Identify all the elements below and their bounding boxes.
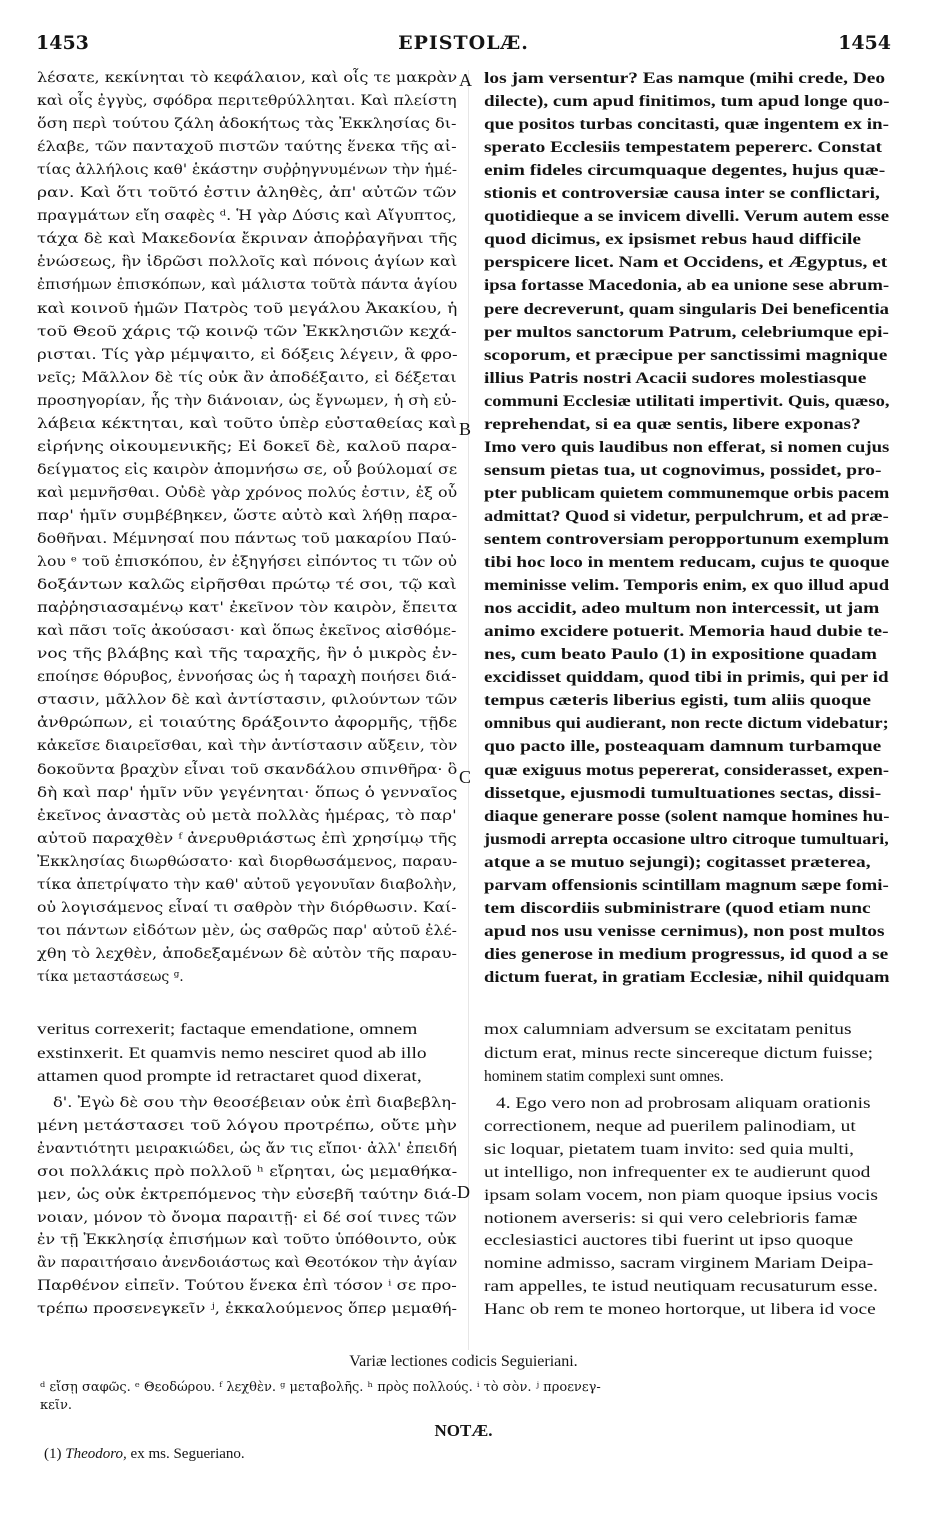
latin-line: diaque generare posse (solent namque homines hu- (484, 807, 890, 825)
margin-marker-c: C (459, 767, 472, 787)
greek-line: ὅση περὶ τούτου ζάλη ἀδοκήτως τὰς Ἐκκλησίας δι- (37, 116, 457, 133)
latin-line: tem discordiis subministrare (quod etiam nunc (484, 899, 871, 917)
latin-line: ipsa fortasse Macedonia, ab ea unione sese abrum- (484, 277, 890, 295)
greek-line-2: ἂν παραιτήσαιο ἀνενδοιάστως καὶ Θεοτόκον τὴν ἁγίαν (37, 1255, 458, 1272)
latin-line: sentem controversiam peropportunum exemplum (484, 531, 889, 548)
full-line-left: exstinxerit. Et quamvis nemo nesciret quod ab illo (37, 1044, 427, 1062)
full-line-left: veritus correxerit; factaque emendatione, omnem (37, 1021, 418, 1038)
greek-line-2: δ'. Ἐγὼ δὲ σου τὴν θεοσέβειαν οὐκ ἐπὶ διαβεβλη- (53, 1095, 457, 1111)
variae-line-2: κεῖν. (40, 1398, 72, 1413)
greek-line: εποίησε θόρυβος, ἐννοήσας ὡς ἡ ταραχὴ ποιήσει διά- (37, 669, 457, 686)
latin-line: dictum fuerat, in gratiam Ecclesiæ, nihil quidquam (484, 968, 890, 986)
greek-line: νος τῆς βλάβης καὶ τῆς ταραχῆς, ἣν ὁ μικρὸς ἐν- (37, 646, 458, 663)
latin-line-2: ipsam solam vocem, non piam quoque ipsius vocis (484, 1186, 878, 1204)
greek-line: στασιν, μᾶλλον δὲ καὶ ἀντίστασιν, φιλούντων τῶν (37, 692, 458, 709)
full-line-right: mox calumniam adversum se excitatam penitus (484, 1021, 852, 1038)
greek-line: εἰρήνης οἰκουμενικῆς; Εἰ δοκεῖ δὲ, καλοῦ παρα- (37, 438, 457, 455)
full-line-right: hominem statim complexi sunt omnes. (484, 1068, 724, 1085)
greek-line: τίκα μεταστάσεως ᵍ. (37, 968, 184, 985)
page-number-left: 1453 (36, 32, 89, 54)
greek-line: λάβεια κέκτηται, καὶ τοῦτο ὑπὲρ εὐσταθείας καὶ (37, 415, 458, 432)
latin-line: quod dicimus, ex ipsismet rebus haud difficile (484, 231, 861, 249)
margin-marker-d: D (457, 1182, 470, 1202)
greek-line: χθη τὸ λεχθὲν, ἀποδεξαμένων δὲ αὐτὸν τῆς παραυ- (37, 945, 458, 962)
latin-line: los jam versentur? Eas namque (mihi crede, Deo (484, 70, 886, 87)
margin-marker-a: A (459, 70, 472, 90)
latin-line: tempus cæteris liberius egisti, tum aliis quoque (484, 692, 871, 710)
greek-line: έλαβε, τῶν πανταχοῦ πιστῶν ταύτης ἕνεκα τῆς αἰ- (37, 139, 457, 156)
variae-title: Variæ lectiones codicis Seguieriani. (349, 1353, 578, 1370)
page-header (36, 32, 891, 62)
latin-line: stionis et controversiæ causa inter se conflictari, (484, 185, 880, 203)
greek-line: λου ᵉ τοῦ ἐπισκόπου, ἐν ἐξηγήσει εἰπόντος τι τῶν οὐ (37, 554, 457, 571)
latin-line-2: ecclesiastici auctores tibi fuerint ut ipso quoque (484, 1232, 854, 1250)
latin-line: omnibus qui audierant, non recte dictum videbatur; (484, 715, 889, 733)
greek-line: ἑνώσεως, ἣν ἱδρῶσι πολλοῖς καὶ πόνοις ἁγίων καὶ (37, 254, 458, 271)
latin-line: pere decreverunt, quam singularis Dei beneficentia (484, 300, 889, 318)
greek-line: καὶ μεμνῆσθαι. Οὐδὲ γὰρ χρόνος πολύς ἐστιν, ἐξ οὗ (37, 484, 458, 501)
greek-line: καὶ πᾶσι τοῖς ἀκούσασι· καὶ ὅπως ἐκεῖνος αἰσθόμε- (37, 623, 457, 640)
latin-line: animo excidere potuerit. Memoria haud dubie te- (484, 623, 889, 641)
running-title: EPISTOLÆ. (398, 32, 529, 54)
latin-line: apud nos usu venisse cernimus), non post multos (484, 922, 885, 940)
column-divider (468, 70, 469, 1350)
greek-line: καὶ κοινοῦ ἡμῶν Πατρὸς τοῦ μεγάλου Ἀκακίου, ἡ (37, 300, 458, 317)
latin-line-2: nomine admisso, sacram virginem Mariam Deipa- (484, 1255, 874, 1273)
latin-line-2: ram appelles, te istud neutiquam recusaturum esse. (484, 1278, 878, 1296)
latin-line: sensum pietas tua, ut cognovimus, possidet, pro- (484, 461, 882, 479)
latin-line: excidisset quiddam, quod tibi in primis, qui per id (484, 669, 889, 687)
greek-line: δοκοῦντα βραχὺν εἶναι τοῦ σκανδάλου σπινθῆρα· ὃ (37, 761, 458, 778)
greek-line: αὐτοῦ παραχθὲν ᶠ ἀνερυθριάστως ἐπὶ χρησίμῳ τῆς (37, 830, 457, 847)
greek-line: Ἐκκλησίας διωρθώσατο· καὶ διορθωσάμενος, παραυ- (37, 853, 458, 870)
greek-line-2: σοι πολλάκις πρὸ πολλοῦ ʰ εἴρηται, ὡς μεμαθήκα- (37, 1163, 458, 1180)
greek-line: δοθῆναι. Μέμνησαί που πάντως τοῦ μακαρίου Παύ- (37, 531, 457, 547)
note-1 (44, 1446, 245, 1463)
greek-line: ραν. Καὶ ὅτι τοῦτό ἐστιν ἀληθὲς, ἀπ' αὐτῶν τῶν (37, 185, 457, 202)
latin-line: dilecte), cum apud finitimos, tum apud longe quo- (484, 93, 890, 111)
latin-line: reprehendat, si ea quæ sentis, libere exponas? (484, 415, 861, 433)
latin-line: dissetque, ejusmodi tumultuationes sectas, dissi- (484, 784, 882, 802)
latin-line: quo pacto ille, posteaquam damnum turbamque (484, 738, 882, 756)
note-1-name: Theodoro, (65, 1446, 127, 1462)
latin-line: nes, cum beato Paulo (1) in expositione quadam (484, 646, 877, 664)
greek-line-2: τρέπω προσενεγκεῖν ʲ, ἐκκαλούμενος ὅπερ μεμαθή- (37, 1301, 458, 1318)
greek-line: ἐκεῖνος ἀναστὰς οὐ μετὰ πολλὰς ἡμέρας, τὸ παρ' (37, 807, 457, 824)
latin-line: parvam offensionis scintillam magnum sæpe fomi- (484, 876, 889, 894)
latin-line: tibi hoc loco in mentem reducam, cujus te quoque (484, 554, 890, 572)
note-1-number: (1) (44, 1446, 62, 1462)
latin-line: que positos turbas concitasti, quæ ingentem ex in- (484, 116, 889, 134)
greek-line-2: ἐναντιότητι μειρακιώδει, ὡς ἄν τις εἴποι· ἀλλ' ἐπειδή (37, 1140, 457, 1157)
greek-line: ἀνθρώπων, εἰ τοιαύτης δράξοιντο ἀφορμῆς, τῇδε (37, 715, 458, 732)
latin-line: atque a se mutuo sejungi); cogitasset præterea, (484, 853, 871, 871)
greek-line: προσηγορίαν, ἧς τὴν διάνοιαν, ὡς ἔγνωμεν, ἡ σὴ εὐ- (37, 392, 457, 409)
notae-title: NOTÆ. (434, 1421, 493, 1440)
greek-line: δοξάντων καλῶς εἰρῆσθαι πρώτῳ τέ σοι, τῷ καὶ (37, 577, 457, 594)
greek-line-2: μένη μετάστασει τοῦ λόγου προτρέπω, οὔτε μὴν (37, 1117, 457, 1134)
latin-line: scoporum, et præcipue per sanctissimi magnique (484, 346, 888, 364)
latin-line: per multos sanctorum Patrum, celebriumque epi- (484, 323, 889, 341)
latin-line-2: Hanc ob rem te moneo hortorque, ut libera id voce (484, 1301, 876, 1319)
greek-line: νεῖς; Μᾶλλον δὲ τίς οὐκ ἂν ἀποδέξαιτο, εἰ δέξεται (37, 369, 457, 386)
variae-line-1: ᵈ εἴσῃ σαφῶς. ᵉ Θεοδώρου. ᶠ λεχθὲν. ᵍ μεταβολῆς. ʰ πρὸς πολλούς. ⁱ τὸ σὸν. ʲ προενεγ- (40, 1380, 601, 1395)
greek-line: κἀκεῖσε διαιρεῖσθαι, καὶ τὴν ἀντίστασιν αὔξειν, τὸν (37, 738, 458, 755)
latin-line: illius Patris nostri Acacii sudores molestiasque (484, 369, 867, 387)
latin-line: quæ exiguus motus pepererat, considerasset, expen- (484, 761, 889, 779)
greek-line: οὐ λογισάμενος εἶναί τι σαθρὸν τὴν διόρθωσιν. Καί- (37, 899, 457, 916)
latin-line: dies generose in medium progressus, id quod a se (484, 945, 889, 963)
latin-line-2: 4. Ego vero non ad probrosam aliquam orationis (496, 1095, 871, 1112)
greek-line: παῤῥησιασαμένῳ κατ' ἐκεῖνον τὸν καιρὸν, ἔπειτα (37, 600, 458, 617)
latin-line: communi Ecclesiæ utilitati impertivit. Quis, quæso, (484, 392, 890, 410)
latin-line-2: sic loquar, pietatem tuam invito: sed quia multi, (484, 1140, 854, 1158)
greek-line: τοῦ Θεοῦ χάρις τῷ κοινῷ τῶν Ἐκκλησιῶν κεχά- (37, 323, 457, 340)
latin-line: perspicere licet. Nam et Occidens, et Ægyptus, et (484, 254, 888, 272)
greek-line-2: μεν, ὡς οὐκ ἐκτρεπόμενος τὴν εὐσεβῆ ταύτην διά- (37, 1186, 457, 1203)
greek-line: δείγματος εἰς καιρὸν ἀπομνήσω σε, οὗ βούλομαί σε (37, 461, 458, 478)
greek-line: τίας ἀλλήλοις καθ' ἑκάστην συῤῥηγνυμένων τὴν ἡμέ- (37, 162, 458, 179)
latin-line-2: correctionem, neque ad puerilem palinodiam, ut (484, 1117, 856, 1135)
latin-line: Imo vero quis laudibus non efferat, si nomen cujus (484, 438, 890, 456)
greek-line: πραγμάτων εἴη σαφὲς ᵈ. Ἡ γὰρ Δύσις καὶ Αἴγυπτος, (37, 208, 457, 225)
greek-line-2: νοιαν, μόνον τὸ ὄνομα παραιτῇ· εἰ δέ σοί τινες τῶν (37, 1209, 457, 1226)
note-1-text: ex ms. Segueriano. (130, 1446, 245, 1462)
greek-line: δὴ καὶ παρ' ἡμῖν νῦν γεγένηται· ὅπως ὁ γενναῖος (37, 784, 458, 801)
greek-line: τοι πάντων εἰδότων μὲν, ὡς σαθρῶς παρ' αὐτοῦ ἐλέ- (37, 922, 457, 939)
latin-line: sperato Ecclesiis tempestatem pepererc. Constat (484, 139, 882, 157)
latin-line: nos accidit, adeo multum non intercessit, ut jam (484, 600, 880, 618)
latin-line: meminisse velim. Temporis enim, ex quo illud apud (484, 577, 890, 595)
greek-line: παρ' ἡμῖν συμβέβηκεν, ὥστε αὐτὸ καὶ λήθῃ παρα- (37, 507, 458, 524)
greek-line-2: ἐν τῇ Ἐκκλησίᾳ ἐπισήμων καὶ τοῦτο ὑπόθοιντο, οὐκ (37, 1232, 457, 1249)
greek-line: ἐπισήμων ἐπισκόπων, καὶ μάλιστα τοῦτὰ πάντα ἁγίου (37, 277, 458, 294)
latin-line: pter publicam quietem communemque orbis pacem (484, 484, 890, 502)
greek-line: τίκα ἀπετρίψατο τὴν καθ' αὐτοῦ γεγονυῖαν διαβολὴν, (37, 876, 457, 893)
latin-line: jusmodi arrepta occasione ultro citroque tumultuari, (484, 830, 889, 848)
greek-line: τάχα δὲ καὶ Μακεδονία ἔκριναν ἀποῤῥαγῆναι τῆς (37, 231, 458, 248)
greek-line: ρισται. Τίς γὰρ μέμψαιτο, εἰ δόξεις λέγειν, ἃ φρο- (37, 346, 458, 363)
greek-line-2: Παρθένον εἰπεῖν. Τούτου ἕνεκα ἐπὶ τόσον ⁱ σε προ- (37, 1278, 457, 1295)
greek-line: λέσατε, κεκίνηται τὸ κεφάλαιον, καὶ οἷς τε μακρὰν (37, 70, 458, 86)
page-number-right: 1454 (838, 32, 891, 54)
latin-line-2: ut intelligo, non infrequenter ex te audierunt quod (484, 1163, 871, 1181)
greek-line: καὶ οἷς ἐγγὺς, σφόδρα περιτεθρύλληται. Καὶ πλείστη (37, 93, 457, 110)
latin-line: quotidieque a se invicem divelli. Verum autem esse (484, 208, 890, 226)
latin-line-2: notionem averseris: si qui vero celebrioris famæ (484, 1209, 858, 1227)
full-line-left: attamen quod prompte id retractaret quod dixerat, (37, 1068, 422, 1085)
full-line-right: dictum erat, minus recte sincereque dictum fuisse; (484, 1044, 874, 1062)
latin-line: admittat? Quod si videtur, perpulchrum, et ad præ- (484, 507, 889, 525)
margin-marker-b: B (459, 419, 472, 439)
latin-line: enim fideles circumquaque degentes, hujus quæ- (484, 162, 886, 180)
